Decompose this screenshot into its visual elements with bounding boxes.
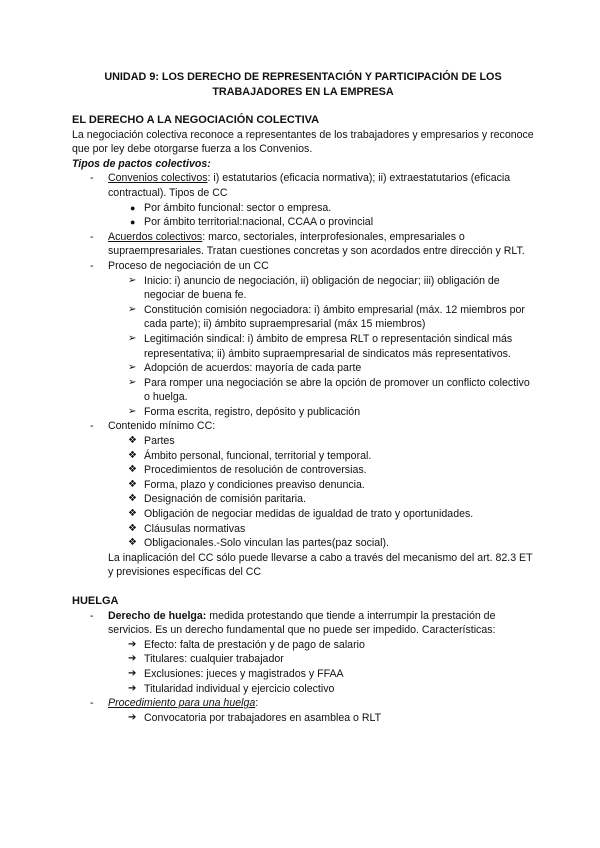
section-heading-negociacion: EL DERECHO A LA NEGOCIACIÓN COLECTIVA <box>72 114 320 126</box>
chevron-icon: ➢ <box>128 362 137 374</box>
sub-item <box>72 303 534 332</box>
dash-marker: - <box>90 697 94 710</box>
sub-item-text: Designación de comisión paritaria. <box>144 493 306 506</box>
document-page <box>72 70 534 725</box>
derecho-text: medida protestando que tiende a interrumpir la prestación de servicios. Es un derecho fundamental que no puede ser impedido. Características: <box>108 609 496 637</box>
sub-item-text: Obligación de negociar medidas de igualdad de trato y oportunidades. <box>144 508 474 521</box>
dash-marker: - <box>90 172 94 185</box>
sub-item <box>72 652 534 667</box>
sub-item-text: Procedimientos de resolución de controversias. <box>144 464 367 477</box>
list-item-acuerdos <box>72 230 534 259</box>
acuerdos-text: : marco, sectoriales, interprofesionales, empresariales o supraempresariales. Tratan cuestiones concretas y son acordados entre dirección y RLT. <box>108 230 525 258</box>
sub-item-text: Por ámbito territorial:nacional, CCAA o provincial <box>144 216 374 229</box>
sub-item <box>72 667 534 682</box>
procedimiento-colon: : <box>255 697 259 710</box>
sub-item-text: Titularidad individual y ejercicio colectivo <box>144 682 335 695</box>
diamond-icon: ❖ <box>128 435 137 447</box>
sub-item-text: Exclusiones: jueces y magistrados y FFAA <box>144 667 344 680</box>
list-item-convenios <box>72 171 534 200</box>
list-item-derecho-huelga <box>72 609 534 638</box>
types-subtitle: Tipos de pactos colectivos: <box>72 157 211 170</box>
inaplicacion-paragraph: La inaplicación del CC sólo puede llevarse a cabo a través del mecanismo del art. 82.3 ET y previsiones específicas del CC <box>108 551 533 579</box>
sub-item <box>72 638 534 653</box>
sub-item <box>72 463 534 478</box>
sub-item <box>72 361 534 376</box>
proceso-text: Proceso de negociación de un CC <box>108 259 269 272</box>
sub-item-text: Cláusulas normativas <box>144 522 246 535</box>
chevron-icon: ➢ <box>128 405 137 417</box>
list-item-proceso <box>72 259 534 274</box>
sub-item <box>72 274 534 303</box>
sub-item <box>72 522 534 537</box>
sub-item <box>72 215 534 230</box>
sub-item-text: Forma escrita, registro, depósito y publicación <box>144 405 361 418</box>
sub-item-text: Convocatoria por trabajadores en asamblea o RLT <box>144 711 382 724</box>
sub-item-text: Ámbito personal, funcional, territorial y temporal. <box>144 449 372 462</box>
term-derecho-huelga: Derecho de huelga: <box>108 609 207 622</box>
sub-item <box>72 434 534 449</box>
sub-item-text: Para romper una negociación se abre la opción de promover un conflicto colectivo o huelga. <box>144 376 530 404</box>
sub-item-text: Partes <box>144 435 175 448</box>
sub-item-text: Efecto: falta de prestación y de pago de salario <box>144 638 365 651</box>
sub-item <box>72 682 534 697</box>
chevron-icon: ➢ <box>128 332 137 344</box>
sub-item-text: Adopción de acuerdos: mayoría de cada parte <box>144 362 362 375</box>
page-title: UNIDAD 9: LOS DERECHO DE REPRESENTACIÓN Y PARTICIPACIÓN DE LOS TRABAJADORES EN LA EMPRESA <box>104 71 502 98</box>
diamond-icon: ❖ <box>128 493 137 505</box>
arrow-icon: ➔ <box>128 711 137 723</box>
chevron-icon: ➢ <box>128 303 137 315</box>
sub-item <box>72 449 534 464</box>
sub-item-text: Forma, plazo y condiciones preaviso denuncia. <box>144 478 365 491</box>
dash-marker: - <box>90 259 94 272</box>
dash-marker: - <box>90 420 94 433</box>
sub-item <box>72 711 534 726</box>
sub-item-text: Inicio: i) anuncio de negociación, ii) obligación de negociar; iii) obligación de negociar de buena fe. <box>144 274 500 302</box>
intro-paragraph: La negociación colectiva reconoce a representantes de los trabajadores y empresarios y reconoce que por ley debe otorgarse fuerza a los Convenios. <box>72 128 534 156</box>
sub-item-text: Por ámbito funcional: sector o empresa. <box>144 201 332 214</box>
arrow-icon: ➔ <box>128 653 137 665</box>
term-convenios: Convenios colectivos <box>108 172 208 185</box>
diamond-icon: ❖ <box>128 508 137 520</box>
bullet-icon: ● <box>130 217 136 228</box>
sub-item-text: Constitución comisión negociadora: i) ámbito empresarial (máx. 12 miembros por cada parte); ii) ámbito supraempresarial (máx 15 miembros) <box>144 303 525 331</box>
section-heading-huelga: HUELGA <box>72 595 119 607</box>
term-acuerdos: Acuerdos colectivos <box>108 230 203 243</box>
list-item-procedimiento <box>72 696 534 711</box>
list-item-contenido <box>72 419 534 434</box>
diamond-icon: ❖ <box>128 478 137 490</box>
sub-item <box>72 478 534 493</box>
sub-item-text: Legitimación sindical: i) ámbito de empresa RLT o representación sindical más representativa; ii) ámbito supraempresarial de sindicatos más representativos. <box>144 332 513 360</box>
arrow-icon: ➔ <box>128 682 137 694</box>
arrow-icon: ➔ <box>128 667 137 679</box>
diamond-icon: ❖ <box>128 449 137 461</box>
sub-item <box>72 492 534 507</box>
term-procedimiento: Procedimiento para una huelga <box>108 697 256 710</box>
chevron-icon: ➢ <box>128 274 137 286</box>
sub-item <box>72 201 534 216</box>
sub-item-text: Obligacionales.-Solo vinculan las partes(paz social). <box>144 537 389 550</box>
sub-item <box>72 507 534 522</box>
chevron-icon: ➢ <box>128 376 137 388</box>
sub-item <box>72 376 534 405</box>
sub-item <box>72 405 534 420</box>
sub-item <box>72 332 534 361</box>
sub-item-text: Titulares: cualquier trabajador <box>144 653 284 666</box>
diamond-icon: ❖ <box>128 537 137 549</box>
diamond-icon: ❖ <box>128 522 137 534</box>
dash-marker: - <box>90 609 94 622</box>
arrow-icon: ➔ <box>128 638 137 650</box>
bullet-icon: ● <box>130 202 136 213</box>
sub-item <box>72 536 534 551</box>
dash-marker: - <box>90 230 94 243</box>
convenios-text: : i) estatutarios (eficacia normativa); ii) extraestatutarios (eficacia contractual). Tipos de CC <box>108 172 511 199</box>
diamond-icon: ❖ <box>128 464 137 476</box>
contenido-text: Contenido mínimo CC: <box>108 420 216 433</box>
